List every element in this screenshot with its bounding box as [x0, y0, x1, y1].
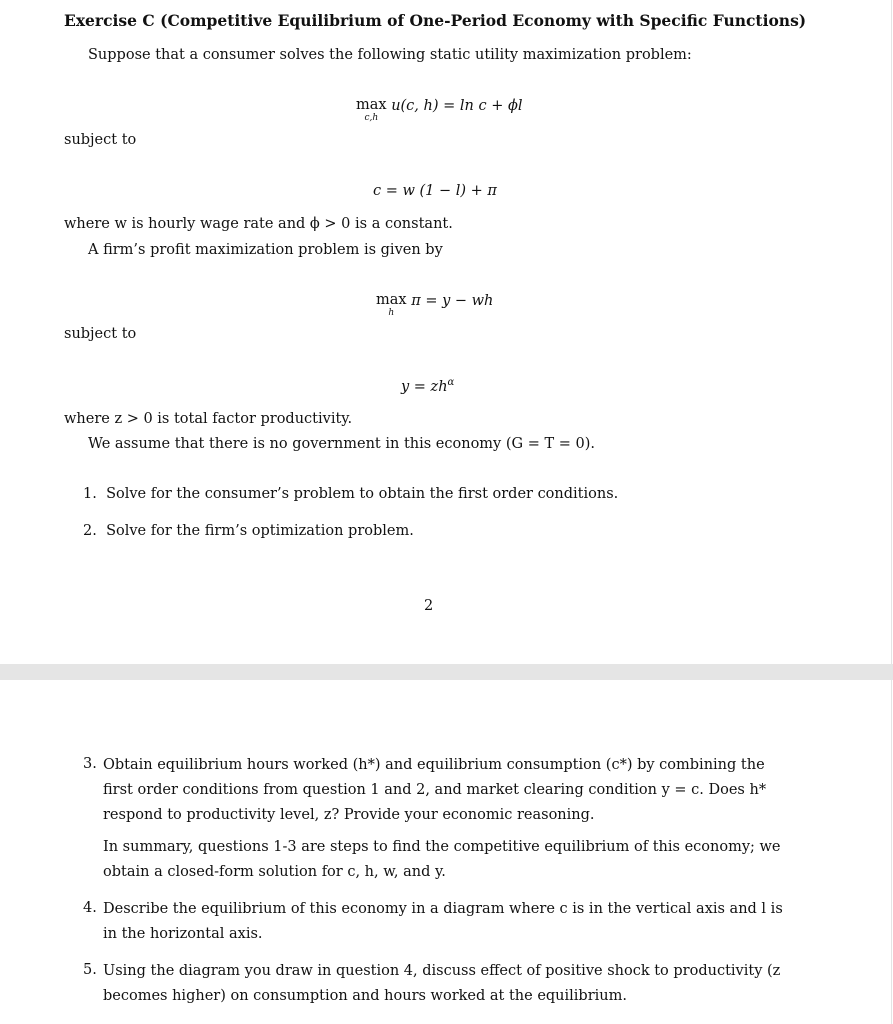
exercise-title: Exercise C (Competitive Equilibrium of One-Period Economy with Specific Functions) [64, 11, 807, 30]
max-operator: max c,h [356, 97, 387, 123]
firm-intro: A firm’s profit maximization problem is given by [88, 242, 443, 258]
subject-to-label-2: subject to [64, 326, 137, 342]
summary-text: In summary, questions 1-3 are steps to find the competitive equilibrium of this economy; we obtain a closed-form solution for c, h, w, and y. [103, 839, 781, 880]
page-separator [0, 664, 893, 680]
firm-objective [376, 293, 493, 318]
question-2: 2. Solve for the firm’s optimization problem. [83, 523, 414, 539]
question-3-text: Obtain equilibrium hours worked (h*) and equilibrium consumption (c*) by combining the first order conditions from question 1 and 2, and market clearing condition y = c. Does h* respond to productivity level, z? Provide your economic reasoning. [103, 757, 767, 823]
max-operator-firm: max h [376, 292, 407, 318]
question-3-number: 3. [83, 756, 97, 772]
profit-expression: π = y − wh [411, 293, 494, 309]
subject-to-label-1: subject to [64, 132, 137, 148]
budget-constraint: c = w (1 − l) + π [373, 183, 497, 199]
question-4-text: Describe the equilibrium of this economy in a diagram where c is in the vertical axis and l is in the horizontal axis. [103, 901, 783, 942]
question-4-number: 4. [83, 900, 97, 916]
question-5-text: Using the diagram you draw in question 4, discuss effect of positive shock to productivity (z becomes higher) on consumption and hours worked at the equilibrium. [103, 963, 781, 1004]
no-government-assumption: We assume that there is no government in this economy (G = T = 0). [88, 436, 595, 452]
production-function: $y = zh^\alpha$ [401, 377, 455, 395]
wage-definition: where w is hourly wage rate and ϕ > 0 is a constant. [64, 216, 453, 232]
consumer-objective [356, 98, 522, 123]
question-1: 1. Solve for the consumer’s problem to obtain the first order conditions. [83, 486, 619, 502]
question-5-number: 5. [83, 962, 97, 978]
utility-expression: u(c, h) = ln c + ϕl [391, 98, 523, 114]
page-2 [0, 680, 892, 1024]
intro-text: Suppose that a consumer solves the following static utility maximization problem: [88, 47, 692, 63]
page-number: 2 [424, 598, 434, 614]
tfp-definition: where z > 0 is total factor productivity. [64, 411, 353, 427]
